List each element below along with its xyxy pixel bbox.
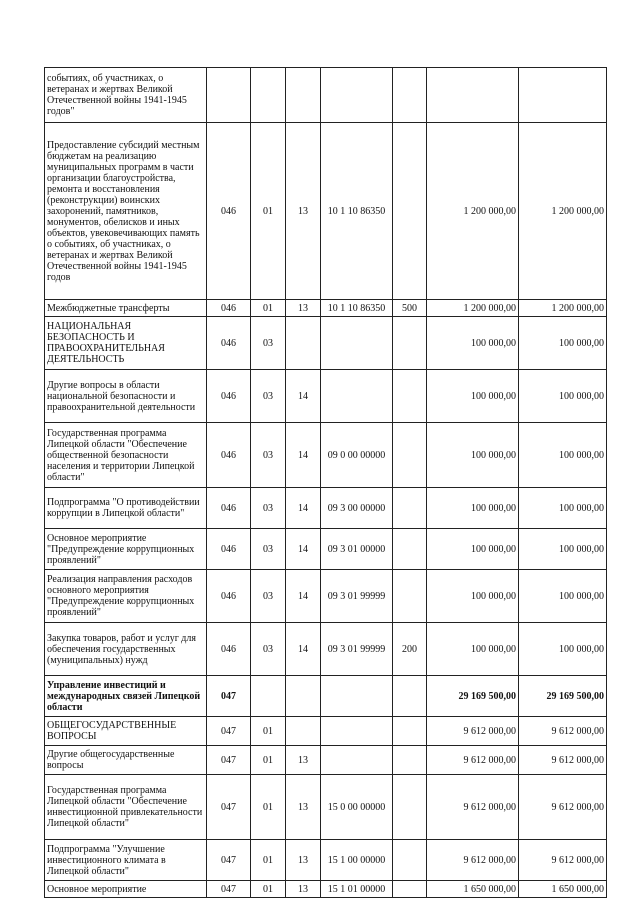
- table-row: [45, 123, 607, 300]
- row-celevaya-statya: [321, 370, 393, 423]
- row-podrazdel: [286, 717, 321, 746]
- row-vid-rashodov: 500: [393, 300, 427, 317]
- row-celevaya-statya: [321, 746, 393, 775]
- row-podrazdel: [286, 676, 321, 717]
- row-vid-rashodov: [393, 317, 427, 370]
- row-podrazdel: [286, 68, 321, 123]
- row-glava: 047: [207, 676, 251, 717]
- row-glava: 047: [207, 775, 251, 840]
- row-razdel: 03: [251, 623, 286, 676]
- row-razdel: 01: [251, 123, 286, 300]
- row-sum-2: 9 612 000,00: [519, 717, 607, 746]
- row-glava: 046: [207, 623, 251, 676]
- row-name: Другие вопросы в области национальной безопасности и правоохранительной деятельности: [45, 370, 207, 423]
- row-sum-1: 9 612 000,00: [427, 775, 519, 840]
- row-name: Реализация направления расходов основного мероприятия "Предупреждение коррупционных проявлений": [45, 570, 207, 623]
- row-sum-2: 100 000,00: [519, 423, 607, 488]
- row-vid-rashodov: [393, 775, 427, 840]
- table-row: [45, 423, 607, 488]
- row-sum-2: 100 000,00: [519, 370, 607, 423]
- row-celevaya-statya: 09 3 01 99999: [321, 570, 393, 623]
- row-podrazdel: 13: [286, 300, 321, 317]
- table-row: [45, 717, 607, 746]
- row-vid-rashodov: [393, 840, 427, 881]
- table-row: [45, 570, 607, 623]
- table-row: [45, 623, 607, 676]
- row-vid-rashodov: [393, 123, 427, 300]
- row-sum-1: 100 000,00: [427, 488, 519, 529]
- row-podrazdel: 14: [286, 370, 321, 423]
- row-glava: 047: [207, 717, 251, 746]
- row-sum-2: 100 000,00: [519, 570, 607, 623]
- row-name: Государственная программа Липецкой области "Обеспечение инвестиционной привлекательности Липецкой области": [45, 775, 207, 840]
- row-name: Другие общегосударственные вопросы: [45, 746, 207, 775]
- row-celevaya-statya: 09 3 01 00000: [321, 529, 393, 570]
- row-vid-rashodov: [393, 881, 427, 898]
- row-podrazdel: 14: [286, 488, 321, 529]
- budget-table-page: [44, 67, 606, 898]
- table-row: [45, 370, 607, 423]
- row-sum-1: 100 000,00: [427, 370, 519, 423]
- budget-table-body: [45, 68, 607, 898]
- row-celevaya-statya: [321, 717, 393, 746]
- row-glava: [207, 68, 251, 123]
- row-sum-1: 1 650 000,00: [427, 881, 519, 898]
- row-vid-rashodov: [393, 746, 427, 775]
- table-row: [45, 746, 607, 775]
- row-glava: 047: [207, 881, 251, 898]
- row-glava: 047: [207, 840, 251, 881]
- row-vid-rashodov: [393, 488, 427, 529]
- row-name: НАЦИОНАЛЬНАЯ БЕЗОПАСНОСТЬ И ПРАВООХРАНИТЕЛЬНАЯ ДЕЯТЕЛЬНОСТЬ: [45, 317, 207, 370]
- row-sum-2: 9 612 000,00: [519, 775, 607, 840]
- row-name: Подпрограмма "Улучшение инвестиционного климата в Липецкой области": [45, 840, 207, 881]
- table-row: [45, 300, 607, 317]
- row-sum-1: 100 000,00: [427, 529, 519, 570]
- row-celevaya-statya: 10 1 10 86350: [321, 123, 393, 300]
- row-celevaya-statya: 10 1 10 86350: [321, 300, 393, 317]
- row-razdel: 01: [251, 717, 286, 746]
- row-sum-1: 1 200 000,00: [427, 123, 519, 300]
- row-podrazdel: 13: [286, 840, 321, 881]
- row-podrazdel: 14: [286, 570, 321, 623]
- row-vid-rashodov: [393, 423, 427, 488]
- row-sum-1: 100 000,00: [427, 317, 519, 370]
- row-razdel: [251, 676, 286, 717]
- row-razdel: 03: [251, 529, 286, 570]
- row-glava: 046: [207, 488, 251, 529]
- row-name: Предоставление субсидий местным бюджетам на реализацию муниципальных программ в части организации благоустройства, ремонта и восстановления (реконструкции) воинских захоронений, памятников, монументов, обелисков и иных объектов, увековечивающих память о событиях, об участниках, о ветеранах и жертвах Великой Отечественной войны 1941-1945 годов: [45, 123, 207, 300]
- table-row: [45, 840, 607, 881]
- row-sum-2: 29 169 500,00: [519, 676, 607, 717]
- row-podrazdel: [286, 317, 321, 370]
- row-celevaya-statya: 09 0 00 00000: [321, 423, 393, 488]
- row-sum-2: 9 612 000,00: [519, 746, 607, 775]
- row-celevaya-statya: [321, 317, 393, 370]
- table-row: [45, 529, 607, 570]
- row-razdel: 03: [251, 423, 286, 488]
- row-razdel: 03: [251, 570, 286, 623]
- row-sum-1: [427, 68, 519, 123]
- row-podrazdel: 14: [286, 423, 321, 488]
- row-vid-rashodov: 200: [393, 623, 427, 676]
- row-sum-2: [519, 68, 607, 123]
- row-celevaya-statya: 09 3 01 99999: [321, 623, 393, 676]
- row-sum-1: 100 000,00: [427, 423, 519, 488]
- row-name: Подпрограмма "О противодействии коррупции в Липецкой области": [45, 488, 207, 529]
- row-celevaya-statya: 15 0 00 00000: [321, 775, 393, 840]
- row-sum-2: 100 000,00: [519, 317, 607, 370]
- row-vid-rashodov: [393, 717, 427, 746]
- row-razdel: 03: [251, 370, 286, 423]
- row-glava: 046: [207, 529, 251, 570]
- row-celevaya-statya: 09 3 00 00000: [321, 488, 393, 529]
- row-sum-1: 100 000,00: [427, 623, 519, 676]
- row-glava: 046: [207, 123, 251, 300]
- row-sum-1: 1 200 000,00: [427, 300, 519, 317]
- row-sum-2: 1 650 000,00: [519, 881, 607, 898]
- row-vid-rashodov: [393, 529, 427, 570]
- row-glava: 046: [207, 570, 251, 623]
- table-row: [45, 68, 607, 123]
- row-razdel: 01: [251, 300, 286, 317]
- table-row: [45, 775, 607, 840]
- row-glava: 046: [207, 317, 251, 370]
- row-sum-1: 9 612 000,00: [427, 840, 519, 881]
- row-podrazdel: 13: [286, 746, 321, 775]
- row-podrazdel: 14: [286, 623, 321, 676]
- row-sum-2: 100 000,00: [519, 488, 607, 529]
- row-name: Основное мероприятие: [45, 881, 207, 898]
- row-razdel: 01: [251, 746, 286, 775]
- row-name: Межбюджетные трансферты: [45, 300, 207, 317]
- row-name: ОБЩЕГОСУДАРСТВЕННЫЕ ВОПРОСЫ: [45, 717, 207, 746]
- row-vid-rashodov: [393, 570, 427, 623]
- row-razdel: 01: [251, 775, 286, 840]
- row-sum-2: 100 000,00: [519, 529, 607, 570]
- row-sum-2: 1 200 000,00: [519, 300, 607, 317]
- row-podrazdel: 13: [286, 775, 321, 840]
- row-razdel: 03: [251, 317, 286, 370]
- row-name: Закупка товаров, работ и услуг для обеспечения государственных (муниципальных) нужд: [45, 623, 207, 676]
- row-sum-1: 9 612 000,00: [427, 717, 519, 746]
- row-podrazdel: 13: [286, 123, 321, 300]
- table-row: [45, 676, 607, 717]
- table-row: [45, 317, 607, 370]
- row-sum-2: 9 612 000,00: [519, 840, 607, 881]
- row-sum-2: 1 200 000,00: [519, 123, 607, 300]
- table-row: [45, 881, 607, 898]
- row-name: Государственная программа Липецкой области "Обеспечение общественной безопасности населения и территории Липецкой области": [45, 423, 207, 488]
- row-sum-2: 100 000,00: [519, 623, 607, 676]
- row-glava: 046: [207, 300, 251, 317]
- row-celevaya-statya: [321, 676, 393, 717]
- row-razdel: 03: [251, 488, 286, 529]
- row-celevaya-statya: 15 1 00 00000: [321, 840, 393, 881]
- row-celevaya-statya: 15 1 01 00000: [321, 881, 393, 898]
- row-glava: 046: [207, 423, 251, 488]
- row-vid-rashodov: [393, 676, 427, 717]
- row-celevaya-statya: [321, 68, 393, 123]
- row-podrazdel: 13: [286, 881, 321, 898]
- row-podrazdel: 14: [286, 529, 321, 570]
- row-vid-rashodov: [393, 370, 427, 423]
- row-razdel: 01: [251, 881, 286, 898]
- row-sum-1: 9 612 000,00: [427, 746, 519, 775]
- table-row: [45, 488, 607, 529]
- row-vid-rashodov: [393, 68, 427, 123]
- budget-table: [44, 67, 607, 898]
- row-razdel: [251, 68, 286, 123]
- row-sum-1: 29 169 500,00: [427, 676, 519, 717]
- row-razdel: 01: [251, 840, 286, 881]
- row-glava: 046: [207, 370, 251, 423]
- row-name: событиях, об участниках, о ветеранах и жертвах Великой Отечественной войны 1941-1945 годов": [45, 68, 207, 123]
- row-glava: 047: [207, 746, 251, 775]
- row-name: Основное мероприятие "Предупреждение коррупционных проявлений": [45, 529, 207, 570]
- row-name: Управление инвестиций и международных связей Липецкой области: [45, 676, 207, 717]
- row-sum-1: 100 000,00: [427, 570, 519, 623]
